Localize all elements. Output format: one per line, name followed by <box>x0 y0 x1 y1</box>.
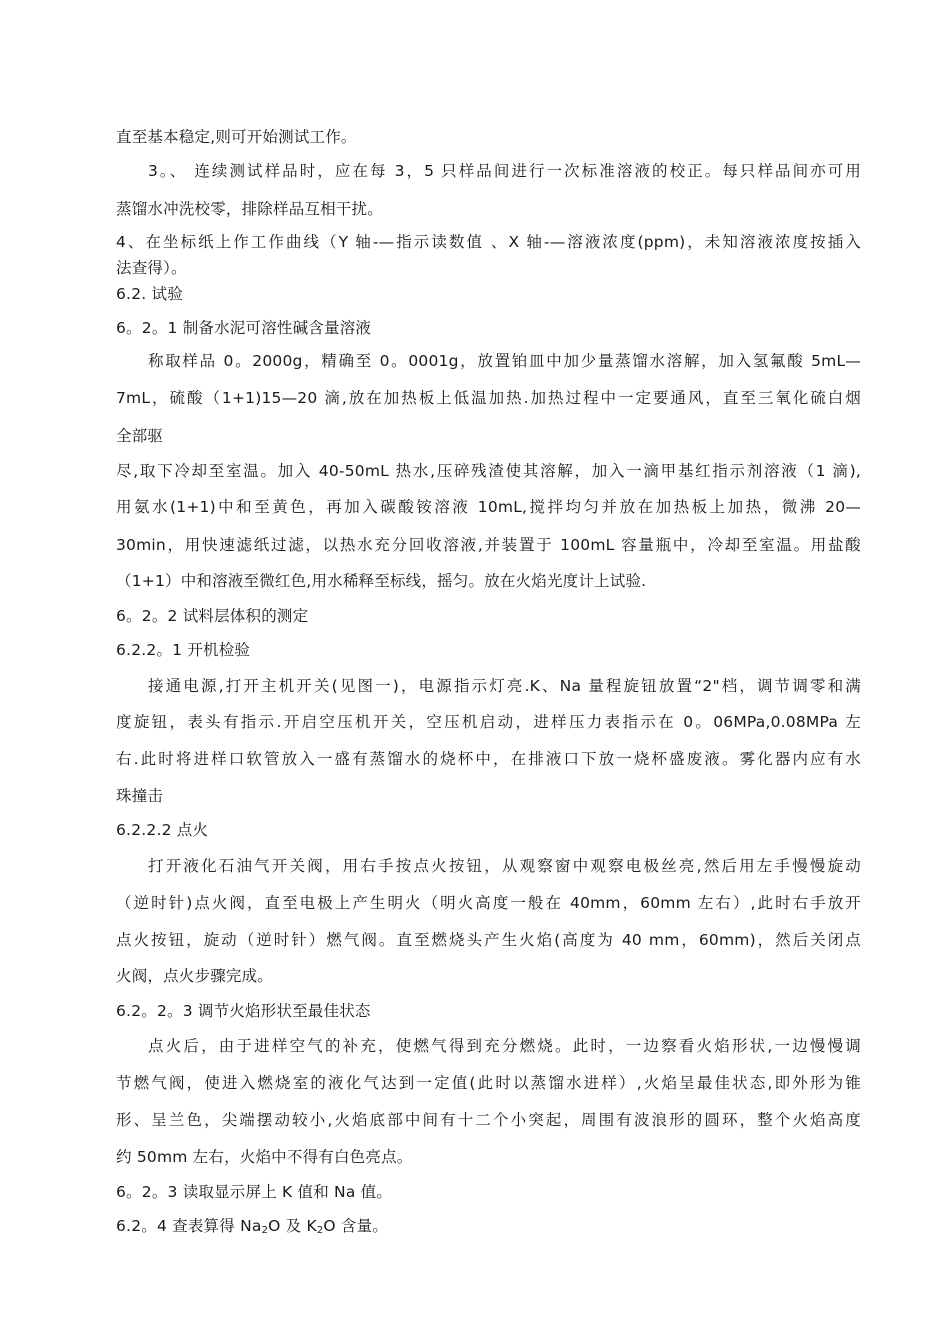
subscript: 2 <box>261 1225 269 1236</box>
section-heading: 6。2。1 制备水泥可溶性碱含量溶液 <box>116 319 372 337</box>
section-heading: 6.2.2.2 点火 <box>116 821 209 839</box>
formula-prefix: 6.2。4 查表算得 Na <box>116 1217 262 1235</box>
section-heading: 6.2。2。3 调节火焰形状至最佳状态 <box>116 1002 371 1020</box>
text-line: 法查得）。 <box>116 259 187 277</box>
text-line: 30min，用快速滤纸过滤，以热水充分回收溶液,并装置于 100mL 容量瓶中，冷却至室温。用盐酸 <box>116 536 861 554</box>
text-line: 点火按钮，旋动（逆时针）燃气阀。直至燃烧头产生火焰(高度为 40 mm，60mm)，然后关闭点 <box>116 931 861 949</box>
text-line: 火阀，点火步骤完成。 <box>116 967 274 985</box>
text-line: （1+1）中和溶液至微红色,用水稀释至标线，摇匀。放在火焰光度计上试验. <box>116 572 647 590</box>
text-line: 形、呈兰色，尖端摆动较小,火焰底部中间有十二个小突起，周围有波浪形的圆环，整个火焰高度 <box>116 1111 861 1129</box>
section-heading: 6。2。2 试料层体积的测定 <box>116 607 309 625</box>
text-line: 3。、 连续测试样品时，应在每 3，5 只样品间进行一次标准溶液的校正。每只样品间亦可用 <box>148 162 861 180</box>
text-line: （逆时针)点火阀，直至电极上产生明火（明火高度一般在 40mm，60mm 左右）,此时右手放开 <box>116 894 861 912</box>
text-line: 珠撞击 <box>116 787 164 805</box>
section-heading: 6.2.2。1 开机检验 <box>116 641 251 659</box>
text-line: 接通电源,打开主机开关(见图一)，电源指示灯亮.K、Na 量程旋钮放置“2"档，调节调零和满 <box>148 677 861 695</box>
text-line: 7mL，硫酸（1+1)15—20 滴,放在加热板上低温加热.加热过程中一定要通风，直至三氧化硫白烟 <box>116 389 861 407</box>
text-line: 直至基本稳定,则可开始测试工作。 <box>116 128 357 146</box>
text-line: 蒸馏水冲洗校零，排除样品互相干扰。 <box>116 200 383 218</box>
text-line: 节燃气阀，使进入燃烧室的液化气达到一定值(此时以蒸馏水进样）,火焰呈最佳状态,即外形为锥 <box>116 1074 861 1092</box>
text-line: 全部驱 <box>116 427 164 445</box>
section-heading: 6。2。3 读取显示屏上 K 值和 Na 值。 <box>116 1183 393 1201</box>
text-line: 打开液化石油气开关阀，用右手按点火按钮，从观察窗中观察电极丝亮,然后用左手慢慢旋动 <box>148 857 861 875</box>
text-line: 右.此时将进样口软管放入一盛有蒸馏水的烧杯中，在排液口下放一烧杯盛废液。雾化器内应有水 <box>116 750 861 768</box>
section-heading-with-formula <box>116 1216 861 1236</box>
text-line: 4、在坐标纸上作工作曲线（Y 轴-—指示读数值 、X 轴-—溶液浓度(ppm)，未知溶液浓度按插入 <box>116 233 861 251</box>
text-line: 用氨水(1+1)中和至黄色，再加入碳酸铵溶液 10mL,搅拌均匀并放在加热板上加热，微沸 20— <box>116 498 861 516</box>
text-line: 尽,取下冷却至室温。加入 40-50mL 热水,压碎残渣使其溶解，加入一滴甲基红指示剂溶液（1 滴), <box>116 462 861 480</box>
formula-mid: O 及 K <box>268 1217 317 1235</box>
subscript: 2 <box>316 1225 324 1236</box>
text-line: 点火后，由于进样空气的补充，使燃气得到充分燃烧。此时，一边察看火焰形状,一边慢慢调 <box>148 1037 861 1055</box>
text-line: 度旋钮，表头有指示.开启空压机开关，空压机启动，进样压力表指示在 0。06MPa,0.08MPa 左 <box>116 713 861 731</box>
formula-suffix: O 含量。 <box>323 1217 389 1235</box>
section-heading: 6.2. 试验 <box>116 285 183 303</box>
text-line: 约 50mm 左右，火焰中不得有白色亮点。 <box>116 1148 413 1166</box>
text-line: 称取样品 0。2000g，精确至 0。0001g，放置铂皿中加少量蒸馏水溶解，加入氢氟酸 5mL— <box>148 352 861 370</box>
